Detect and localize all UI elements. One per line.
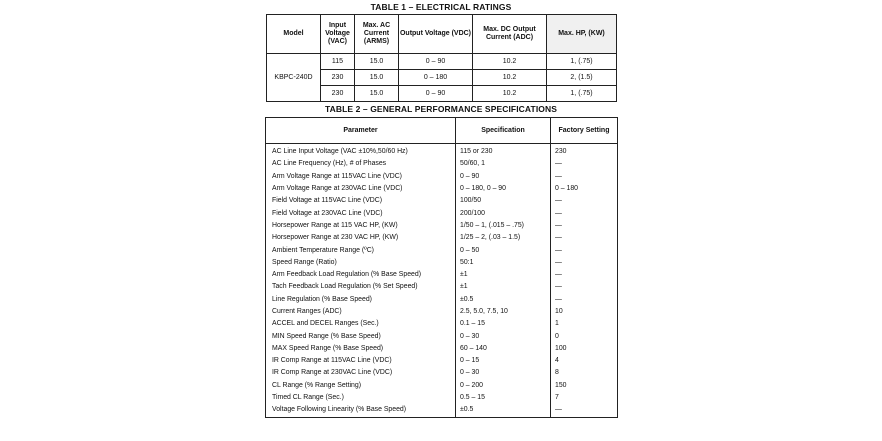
table-row xyxy=(266,306,618,318)
table1-header: Output Voltage (VDC) xyxy=(399,15,473,54)
table-row xyxy=(266,144,618,159)
table-row xyxy=(266,330,618,342)
factory-setting-cell: 230 xyxy=(551,144,618,159)
table1-header: Max. AC Current (ARMS) xyxy=(355,15,399,54)
table-row xyxy=(266,367,618,379)
table-cell: 1, (.75) xyxy=(547,54,617,70)
table-cell: 10.2 xyxy=(473,54,547,70)
specification-cell: 2.5, 5.0, 7.5, 10 xyxy=(456,306,551,318)
table-cell: 230 xyxy=(321,86,355,102)
parameter-cell: MAX Speed Range (% Base Speed) xyxy=(266,343,456,355)
parameter-cell: MIN Speed Range (% Base Speed) xyxy=(266,330,456,342)
factory-setting-cell: — xyxy=(551,404,618,417)
table-row xyxy=(266,294,618,306)
table1-title: TABLE 1 – ELECTRICAL RATINGS xyxy=(370,2,512,12)
table2-title: TABLE 2 – GENERAL PERFORMANCE SPECIFICATIONS xyxy=(324,104,558,114)
table-row xyxy=(266,343,618,355)
specification-cell: 0 – 200 xyxy=(456,380,551,392)
parameter-cell: IR Comp Range at 230VAC Line (VDC) xyxy=(266,367,456,379)
factory-setting-cell: 8 xyxy=(551,367,618,379)
table-row xyxy=(267,54,617,70)
specification-cell: 0 – 50 xyxy=(456,244,551,256)
parameter-cell: AC Line Input Voltage (VAC ±10%,50/60 Hz) xyxy=(266,144,456,159)
factory-setting-cell: 7 xyxy=(551,392,618,404)
table-cell: 0 – 90 xyxy=(399,54,473,70)
table2-header: Specification xyxy=(456,118,551,144)
table-row xyxy=(266,158,618,170)
specification-cell: 0 – 30 xyxy=(456,367,551,379)
parameter-cell: Horsepower Range at 115 VAC HP, (KW) xyxy=(266,220,456,232)
parameter-cell: Field Voltage at 230VAC Line (VDC) xyxy=(266,207,456,219)
table2-header: Factory Setting xyxy=(551,118,618,144)
parameter-cell: Ambient Temperature Range (ºC) xyxy=(266,244,456,256)
table-row xyxy=(266,392,618,404)
table-row xyxy=(266,404,618,417)
specification-cell: ±0.5 xyxy=(456,294,551,306)
table-cell: 15.0 xyxy=(355,54,399,70)
factory-setting-cell: 1 xyxy=(551,318,618,330)
factory-setting-cell: — xyxy=(551,269,618,281)
factory-setting-cell: — xyxy=(551,244,618,256)
specification-cell: 60 – 140 xyxy=(456,343,551,355)
table-row xyxy=(266,195,618,207)
factory-setting-cell: — xyxy=(551,171,618,183)
table1-header: Max. DC Output Current (ADC) xyxy=(473,15,547,54)
table-cell: 115 xyxy=(321,54,355,70)
specification-cell: 1/50 – 1, (.015 – .75) xyxy=(456,220,551,232)
table-row xyxy=(266,281,618,293)
table2-header: Parameter xyxy=(266,118,456,144)
specification-cell: 1/25 – 2, (.03 – 1.5) xyxy=(456,232,551,244)
table1-header-row xyxy=(267,15,617,54)
parameter-cell: Timed CL Range (Sec.) xyxy=(266,392,456,404)
specification-cell: 100/50 xyxy=(456,195,551,207)
specification-cell: 0 – 90 xyxy=(456,171,551,183)
table-row xyxy=(266,183,618,195)
specification-cell: ±1 xyxy=(456,269,551,281)
table-cell: 0 – 90 xyxy=(399,86,473,102)
specification-cell: 115 or 230 xyxy=(456,144,551,159)
parameter-cell: Tach Feedback Load Regulation (% Set Speed) xyxy=(266,281,456,293)
factory-setting-cell: — xyxy=(551,207,618,219)
factory-setting-cell: — xyxy=(551,281,618,293)
performance-specs-table xyxy=(265,117,618,418)
parameter-cell: AC Line Frequency (Hz), # of Phases xyxy=(266,158,456,170)
table-row xyxy=(266,318,618,330)
table-row xyxy=(266,220,618,232)
specification-cell: 0 – 30 xyxy=(456,330,551,342)
specification-cell: 0 – 180, 0 – 90 xyxy=(456,183,551,195)
parameter-cell: IR Comp Range at 115VAC Line (VDC) xyxy=(266,355,456,367)
parameter-cell: Arm Voltage Range at 115VAC Line (VDC) xyxy=(266,171,456,183)
specification-cell: ±0.5 xyxy=(456,404,551,417)
table2-header-row xyxy=(266,118,618,144)
table-cell: 15.0 xyxy=(355,86,399,102)
table-row xyxy=(266,257,618,269)
table-cell: 2, (1.5) xyxy=(547,70,617,86)
parameter-cell: Line Regulation (% Base Speed) xyxy=(266,294,456,306)
parameter-cell: Field Voltage at 115VAC Line (VDC) xyxy=(266,195,456,207)
factory-setting-cell: 0 xyxy=(551,330,618,342)
factory-setting-cell: 100 xyxy=(551,343,618,355)
table-cell: 10.2 xyxy=(473,70,547,86)
table-row xyxy=(266,269,618,281)
specification-cell: 50/60, 1 xyxy=(456,158,551,170)
factory-setting-cell: — xyxy=(551,220,618,232)
factory-setting-cell: 150 xyxy=(551,380,618,392)
parameter-cell: CL Range (% Range Setting) xyxy=(266,380,456,392)
specification-cell: 50:1 xyxy=(456,257,551,269)
parameter-cell: Arm Feedback Load Regulation (% Base Speed) xyxy=(266,269,456,281)
table-cell: 230 xyxy=(321,70,355,86)
model-cell: KBPC-240D xyxy=(267,54,321,102)
parameter-cell: Speed Range (Ratio) xyxy=(266,257,456,269)
factory-setting-cell: — xyxy=(551,257,618,269)
table-row xyxy=(266,380,618,392)
parameter-cell: Current Ranges (ADC) xyxy=(266,306,456,318)
table2-body xyxy=(266,144,618,418)
parameter-cell: ACCEL and DECEL Ranges (Sec.) xyxy=(266,318,456,330)
table1-header: Max. HP, (KW) xyxy=(547,15,617,54)
specification-cell: 0.1 – 15 xyxy=(456,318,551,330)
parameter-cell: Arm Voltage Range at 230VAC Line (VDC) xyxy=(266,183,456,195)
factory-setting-cell: 0 – 180 xyxy=(551,183,618,195)
factory-setting-cell: — xyxy=(551,158,618,170)
factory-setting-cell: 4 xyxy=(551,355,618,367)
table1-header: Model xyxy=(267,15,321,54)
table-row xyxy=(266,232,618,244)
factory-setting-cell: 10 xyxy=(551,306,618,318)
factory-setting-cell: — xyxy=(551,232,618,244)
electrical-ratings-table xyxy=(266,14,617,102)
table-cell: 10.2 xyxy=(473,86,547,102)
table-row xyxy=(266,171,618,183)
factory-setting-cell: — xyxy=(551,294,618,306)
table-cell: 1, (.75) xyxy=(547,86,617,102)
factory-setting-cell: — xyxy=(551,195,618,207)
table-row xyxy=(266,207,618,219)
specification-cell: 0.5 – 15 xyxy=(456,392,551,404)
parameter-cell: Horsepower Range at 230 VAC HP, (KW) xyxy=(266,232,456,244)
table1-header: Input Voltage (VAC) xyxy=(321,15,355,54)
table-cell: 15.0 xyxy=(355,70,399,86)
table-cell: 0 – 180 xyxy=(399,70,473,86)
specification-cell: 200/100 xyxy=(456,207,551,219)
table-row xyxy=(266,244,618,256)
specification-cell: 0 – 15 xyxy=(456,355,551,367)
specification-cell: ±1 xyxy=(456,281,551,293)
table-row xyxy=(266,355,618,367)
parameter-cell: Voltage Following Linearity (% Base Speed) xyxy=(266,404,456,417)
